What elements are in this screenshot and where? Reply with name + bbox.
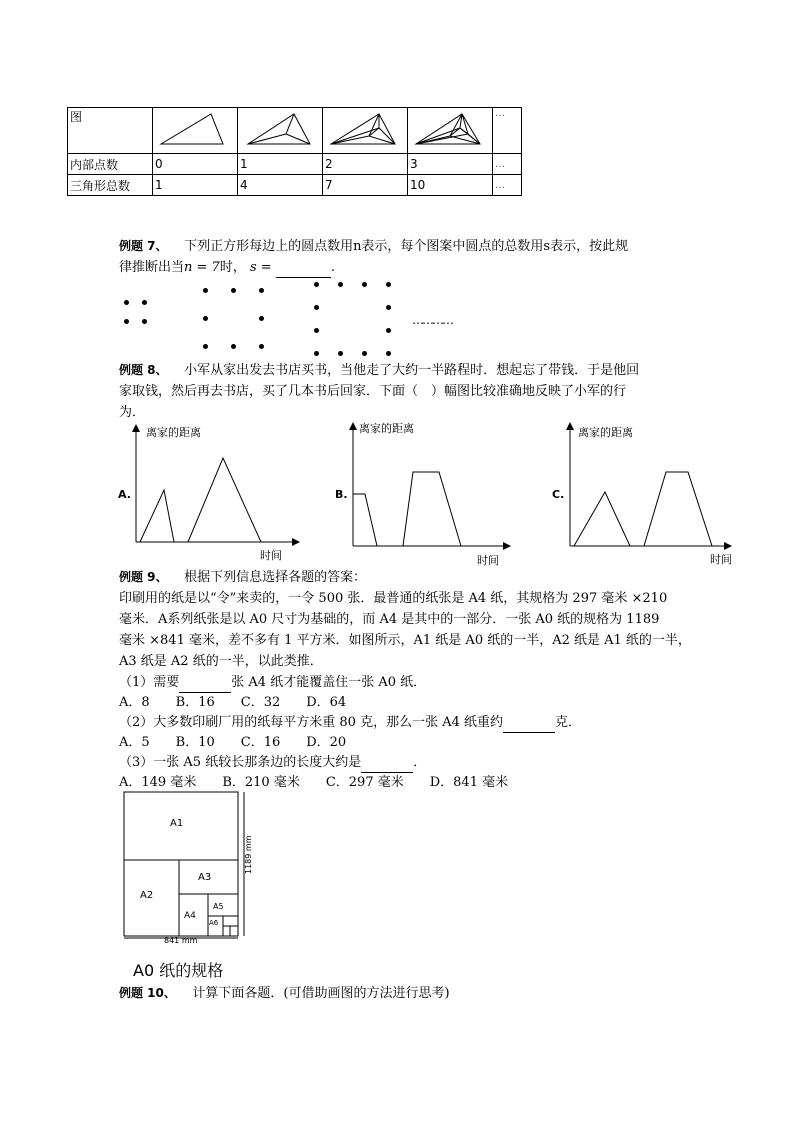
- ex9-label: 例题 9、: [119, 570, 168, 584]
- triangle-figure-0: [155, 108, 235, 150]
- graph-c-xlabel: 时间: [710, 553, 732, 566]
- dot: [259, 288, 264, 293]
- ex9-q2-options: A．5 B．10 C．16 D．20: [119, 735, 347, 750]
- dot: [338, 282, 343, 287]
- dot: [386, 282, 391, 287]
- graph-b: [335, 422, 515, 568]
- row-header-figure: 图: [68, 108, 153, 154]
- triangle-figure-3: [410, 108, 490, 150]
- height-dimension: 1189 mm: [244, 835, 253, 874]
- label-a1: A1: [170, 818, 184, 829]
- ex9-p2: 毫米．A系列纸张是以 A0 尺寸为基础的，而 A4 是其中的一部分．一张 A0 纸的规格为 1189: [119, 612, 660, 627]
- label-a2: A2: [140, 890, 154, 901]
- ex9-p3: 毫米 ×841 毫米，差不多有 1 平方米．如图所示，A1 纸是 A0 纸的一半，A2 纸是 A1 纸的一半，: [119, 633, 691, 648]
- ex9-q1-options: A．8 B．16 C．32 D．64: [119, 695, 347, 710]
- dot: [203, 288, 208, 293]
- ex9-intro: 根据下列信息选择各题的答案：: [184, 570, 367, 585]
- triangle-count: 1: [153, 175, 238, 196]
- option-c: C.: [552, 488, 565, 501]
- ex9-q2: [119, 713, 581, 733]
- ex9-q3: [119, 753, 426, 773]
- ex8-line3: 为．: [119, 405, 146, 420]
- graph-c-ylabel: 离家的距离: [578, 426, 633, 439]
- dot: [231, 288, 236, 293]
- option-b: B.: [335, 488, 348, 501]
- graph-a-xlabel: 时间: [260, 549, 282, 562]
- dot: [203, 316, 208, 321]
- ex10-label: 例题 10、: [119, 986, 176, 1000]
- triangle-table: [67, 107, 522, 196]
- graph-b-ylabel: 离家的距离: [359, 422, 414, 435]
- graph-a-ylabel: 离家的距离: [146, 426, 201, 439]
- dot: [362, 282, 367, 287]
- ex8-text1: 小军从家出发去书店买书，当他走了大约一半路程时．想起忘了带钱．于是他回: [184, 363, 640, 378]
- ex9-q3-text-a: （3）一张 A5 纸较长那条边的长度大约是: [119, 755, 362, 770]
- dot: [314, 351, 319, 356]
- ex9-q2-text-a: （2）大多数印刷厂用的纸每平方米重 80 克，那么一张 A4 纸重约: [119, 715, 504, 730]
- ellipsis-cell-2: …: [493, 175, 522, 196]
- ex9-q1-text-b: 张 A4 纸才能覆盖住一张 A0 纸．: [231, 675, 427, 690]
- ex9-q1-blank: [179, 673, 231, 693]
- ex9-q2-blank: [503, 713, 555, 733]
- label-a6: A6: [209, 919, 219, 927]
- graph-c: [552, 422, 736, 568]
- ex9-q1-text-a: （1）需要: [119, 675, 180, 690]
- row-header-triangles: 三角形总数: [68, 175, 153, 196]
- ex7-answer-blank: [276, 258, 331, 278]
- ex9-q2-text-b: 克．: [555, 715, 582, 730]
- ex9-q3-options: A．149 毫米 B．210 毫米 C．297 毫米 D．841 毫米: [119, 775, 509, 790]
- figure-cell-2: [323, 108, 408, 154]
- ex7-text1: 下列正方形每边上的圆点数用n表示，每个图案中圆点的总数用s表示，按此规: [184, 239, 629, 254]
- dot: [142, 319, 147, 324]
- ex7-n-value: n = 7: [184, 260, 220, 275]
- ex7-text2a: 律推断出当: [119, 260, 185, 275]
- dot: [362, 351, 367, 356]
- graph-a: [118, 422, 310, 564]
- figure-cell-0: [153, 108, 238, 154]
- label-a4: A4: [184, 911, 196, 921]
- dot: [314, 305, 319, 310]
- triangle-figure-2: [325, 108, 405, 150]
- dot: [124, 300, 129, 305]
- ex7-line1: [119, 237, 628, 256]
- interior-count: 0: [153, 154, 238, 175]
- dot: [338, 351, 343, 356]
- ex7-period: .: [330, 260, 335, 275]
- ex7-line2: [119, 258, 335, 278]
- ex8-line2: 家取钱，然后再去书店，买了几本书后回家．下面（ ）幅图比较准确地反映了小军的行: [119, 384, 627, 399]
- dot: [124, 319, 129, 324]
- ex9-p1: 印刷用的纸是以“令”来卖的，一令 500 张．最普通的纸张是 A4 纸，其规格为 297 毫米 ×210: [119, 591, 668, 606]
- ex8-label: 例题 8、: [119, 363, 168, 377]
- ellipsis-cell-0: …: [493, 108, 522, 154]
- dot: [259, 316, 264, 321]
- ex9-p4: A3 纸是 A2 纸的一半，以此类推．: [119, 654, 323, 669]
- ex10-text: 计算下面各题．(可借助画图的方法进行思考): [192, 986, 450, 1001]
- triangle-count: 4: [238, 175, 323, 196]
- ex10-line: [119, 984, 450, 1003]
- figure-cell-3: [408, 108, 493, 154]
- interior-count: 1: [238, 154, 323, 175]
- ex8-line1: [119, 361, 639, 380]
- label-a5: A5: [213, 902, 224, 911]
- row-header-interior: 内部点数: [68, 154, 153, 175]
- ex9-q3-blank: [361, 753, 413, 773]
- dot: [386, 305, 391, 310]
- ex9-q3-text-b: ．: [413, 755, 427, 770]
- dots-ellipsis: …………: [412, 313, 452, 327]
- figure-cell-1: [238, 108, 323, 154]
- option-a: A.: [118, 488, 131, 501]
- label-a3: A3: [198, 872, 212, 883]
- dot: [259, 344, 264, 349]
- ex7-label: 例题 7、: [119, 239, 168, 253]
- dot: [314, 328, 319, 333]
- triangle-count: 7: [323, 175, 408, 196]
- width-dimension: 841 mm: [164, 936, 198, 944]
- ex7-s-label: s =: [249, 260, 272, 275]
- paper-size-figure: [118, 788, 258, 944]
- ex9-line0: [119, 568, 366, 587]
- dot: [314, 282, 319, 287]
- paper-figure-caption: A0 纸的规格: [133, 961, 224, 980]
- dot: [142, 300, 147, 305]
- triangle-count: 10: [408, 175, 493, 196]
- interior-count: 2: [323, 154, 408, 175]
- ex7-text2c: 时，: [219, 260, 246, 275]
- graph-b-xlabel: 时间: [477, 554, 499, 567]
- dot: [386, 351, 391, 356]
- ellipsis-cell-1: …: [493, 154, 522, 175]
- triangle-figure-1: [240, 108, 320, 150]
- dot: [231, 344, 236, 349]
- ex9-q1: [119, 673, 426, 693]
- dot: [386, 328, 391, 333]
- interior-count: 3: [408, 154, 493, 175]
- dot: [203, 344, 208, 349]
